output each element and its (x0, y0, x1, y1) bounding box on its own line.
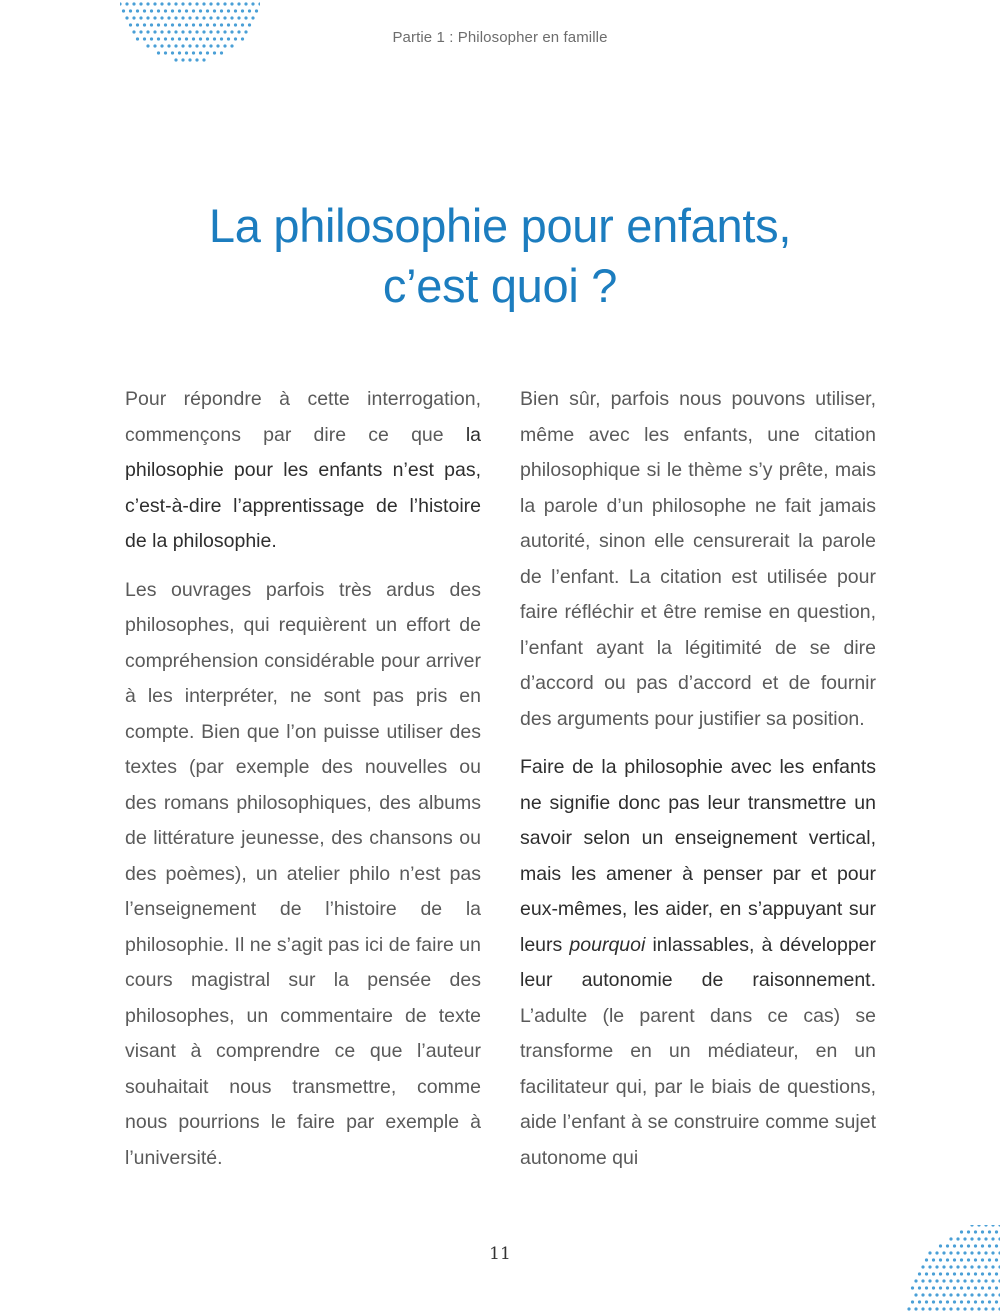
decorative-dot (241, 9, 244, 12)
decorative-dot (988, 1300, 991, 1303)
decorative-dot (977, 1293, 980, 1296)
decorative-dot (946, 1244, 949, 1247)
decorative-dot (974, 1230, 977, 1233)
decorative-dot (925, 1258, 928, 1261)
decorative-dot (956, 1279, 959, 1282)
decorative-dot (967, 1244, 970, 1247)
decorative-dot (949, 1237, 952, 1240)
decorative-dot (925, 1300, 928, 1303)
decorative-dot (918, 1272, 921, 1275)
decorative-dot-pattern-bottom (895, 1225, 1000, 1312)
chapter-title-line-2: c’est quoi ? (382, 259, 618, 312)
decorative-dot (209, 16, 212, 19)
decorative-dot (907, 1307, 910, 1310)
decorative-dot (974, 1244, 977, 1247)
decorative-dot (995, 1244, 998, 1247)
decorative-dot (970, 1251, 973, 1254)
decorative-dot (223, 2, 226, 5)
decorative-dot (946, 1272, 949, 1275)
decorative-dot (981, 1244, 984, 1247)
decorative-dot (220, 23, 223, 26)
decorative-dot (199, 51, 202, 54)
decorative-dot (164, 51, 167, 54)
decorative-dot (237, 16, 240, 19)
decorative-dot (991, 1279, 994, 1282)
decorative-dot (223, 16, 226, 19)
decorative-dot (932, 1286, 935, 1289)
decorative-dot (195, 16, 198, 19)
decorative-dot (188, 58, 191, 61)
page-number: 11 (489, 1244, 511, 1264)
left-paragraph-1 (125, 382, 481, 560)
decorative-dot (981, 1230, 984, 1233)
decorative-dot (932, 1300, 935, 1303)
decorative-dot (967, 1286, 970, 1289)
decorative-dot (942, 1265, 945, 1268)
decorative-dot (928, 1251, 931, 1254)
decorative-dot (977, 1225, 980, 1227)
decorative-dot (921, 1293, 924, 1296)
decorative-dot (202, 2, 205, 5)
decorative-dot (199, 23, 202, 26)
decorative-dot (181, 2, 184, 5)
decorative-dot (185, 51, 188, 54)
decorative-dot (914, 1279, 917, 1282)
decorative-dot (150, 23, 153, 26)
decorative-dot (935, 1279, 938, 1282)
decorative-dot (174, 58, 177, 61)
right-paragraph-2-rest: L’adulte (le parent dans ce cas) se transforme en un médiateur, en un facilitateur qui, par le biais de questions, aide l’enfant à se construire comme sujet autonome qui (520, 1004, 876, 1169)
decorative-dot (991, 1307, 994, 1310)
right-paragraph-2-emphasis-a: Faire de la philosophie avec les enfants ne signifie donc pas leur transmettre un savoir selon un enseignement vertical, mais les amener à penser par et pour eux-mêmes, les aider, en s’appuyant sur leurs (520, 756, 876, 956)
decorative-dot (146, 2, 149, 5)
decorative-dot (946, 1286, 949, 1289)
decorative-dot (227, 9, 230, 12)
decorative-dot (174, 16, 177, 19)
decorative-dot (942, 1251, 945, 1254)
chapter-title-line-1: La philosophie pour enfants, (208, 199, 792, 252)
decorative-dot (928, 1307, 931, 1310)
left-paragraph-1-lead: Pour répondre à cette interrogation, commençons par dire ce que (125, 388, 481, 446)
decorative-dot (220, 9, 223, 12)
decorative-dot (244, 16, 247, 19)
decorative-dot (139, 2, 142, 5)
decorative-dot (171, 23, 174, 26)
decorative-dot (974, 1286, 977, 1289)
decorative-dot (988, 1272, 991, 1275)
decorative-dot (960, 1272, 963, 1275)
decorative-dot (178, 23, 181, 26)
decorative-dot (963, 1293, 966, 1296)
decorative-dot (925, 1272, 928, 1275)
decorative-dot (918, 1300, 921, 1303)
decorative-dot (970, 1265, 973, 1268)
decorative-dot (146, 16, 149, 19)
decorative-dot (192, 23, 195, 26)
decorative-dot (202, 58, 205, 61)
decorative-dot (991, 1293, 994, 1296)
decorative-dot (995, 1258, 998, 1261)
decorative-dot (188, 16, 191, 19)
decorative-dot (216, 2, 219, 5)
decorative-dot (939, 1286, 942, 1289)
decorative-dot (918, 1286, 921, 1289)
decorative-dot (935, 1251, 938, 1254)
decorative-dot (960, 1244, 963, 1247)
right-paragraph-2-emphasis-b: inlassables, à développer leur autonomie de raisonnement. (520, 933, 876, 991)
decorative-dot (928, 1293, 931, 1296)
decorative-dot (216, 16, 219, 19)
decorative-dot (248, 23, 251, 26)
decorative-dot (977, 1265, 980, 1268)
right-paragraph-2 (520, 750, 876, 1176)
decorative-dot (139, 16, 142, 19)
decorative-dot (185, 23, 188, 26)
decorative-dot (171, 9, 174, 12)
decorative-dot (977, 1237, 980, 1240)
decorative-dot (244, 2, 247, 5)
decorative-dot (946, 1258, 949, 1261)
decorative-dot (967, 1300, 970, 1303)
decorative-dot (199, 9, 202, 12)
decorative-dot (970, 1279, 973, 1282)
decorative-dot (192, 9, 195, 12)
decorative-dot (136, 9, 139, 12)
decorative-dot (984, 1251, 987, 1254)
decorative-dot (230, 16, 233, 19)
decorative-dot (206, 51, 209, 54)
decorative-dot (258, 2, 260, 5)
decorative-dot (935, 1307, 938, 1310)
decorative-dot (251, 2, 254, 5)
decorative-dot (164, 9, 167, 12)
decorative-dot (122, 9, 125, 12)
decorative-dot (125, 2, 128, 5)
decorative-dot (981, 1300, 984, 1303)
decorative-dot (988, 1258, 991, 1261)
decorative-dot (120, 2, 122, 5)
decorative-dot (932, 1258, 935, 1261)
decorative-dot (178, 9, 181, 12)
decorative-dot (991, 1237, 994, 1240)
decorative-dot (953, 1272, 956, 1275)
decorative-dot (956, 1307, 959, 1310)
decorative-dot (213, 51, 216, 54)
decorative-dot (213, 9, 216, 12)
decorative-dot (206, 23, 209, 26)
decorative-dot (241, 23, 244, 26)
decorative-dot (227, 23, 230, 26)
decorative-dot (956, 1265, 959, 1268)
decorative-dot (136, 23, 139, 26)
decorative-dot (935, 1293, 938, 1296)
decorative-dot (974, 1300, 977, 1303)
decorative-dot (970, 1293, 973, 1296)
decorative-dot (234, 9, 237, 12)
decorative-dot (967, 1230, 970, 1233)
decorative-dot (202, 16, 205, 19)
decorative-dot (963, 1265, 966, 1268)
decorative-dot (248, 9, 251, 12)
decorative-dot (960, 1286, 963, 1289)
decorative-dot (988, 1230, 991, 1233)
decorative-dot (981, 1272, 984, 1275)
decorative-dot (991, 1251, 994, 1254)
decorative-dot (995, 1230, 998, 1233)
decorative-dot (942, 1293, 945, 1296)
decorative-dot (171, 51, 174, 54)
decorative-dot (188, 2, 191, 5)
decorative-dot (157, 9, 160, 12)
decorative-dot (192, 51, 195, 54)
decorative-dot (991, 1265, 994, 1268)
decorative-dot (153, 2, 156, 5)
decorative-dot (974, 1272, 977, 1275)
decorative-dot (181, 16, 184, 19)
decorative-dot (237, 2, 240, 5)
decorative-dot (143, 9, 146, 12)
decorative-dot (970, 1307, 973, 1310)
decorative-dot (960, 1300, 963, 1303)
decorative-dot (150, 9, 153, 12)
decorative-dot (251, 16, 254, 19)
decorative-dot (174, 2, 177, 5)
decorative-dot (167, 2, 170, 5)
decorative-dot (953, 1286, 956, 1289)
decorative-dot (911, 1286, 914, 1289)
decorative-dot (939, 1272, 942, 1275)
decorative-dot (977, 1279, 980, 1282)
decorative-dot (230, 2, 233, 5)
decorative-dot (984, 1225, 987, 1227)
decorative-dot (960, 1258, 963, 1261)
decorative-dot (125, 16, 128, 19)
decorative-dot (995, 1286, 998, 1289)
decorative-dot (928, 1279, 931, 1282)
decorative-dot (984, 1279, 987, 1282)
right-paragraph-2-italic: pourquoi (569, 933, 646, 956)
decorative-dot (939, 1300, 942, 1303)
decorative-dot (956, 1237, 959, 1240)
decorative-dot (195, 2, 198, 5)
decorative-dot (956, 1293, 959, 1296)
decorative-dot (181, 58, 184, 61)
decorative-dot (977, 1251, 980, 1254)
decorative-dot (932, 1272, 935, 1275)
decorative-dot (921, 1265, 924, 1268)
decorative-dot (953, 1300, 956, 1303)
decorative-dot (988, 1286, 991, 1289)
decorative-dot (164, 23, 167, 26)
decorative-dot (984, 1265, 987, 1268)
decorative-dot (129, 23, 132, 26)
decorative-dot (213, 23, 216, 26)
decorative-dot (953, 1258, 956, 1261)
decorative-dot (960, 1230, 963, 1233)
decorative-dot (925, 1286, 928, 1289)
decorative-dot (991, 1225, 994, 1227)
decorative-dot (132, 2, 135, 5)
decorative-dot (949, 1279, 952, 1282)
decorative-dot (970, 1237, 973, 1240)
decorative-dot (984, 1237, 987, 1240)
decorative-dot (234, 23, 237, 26)
decorative-dot (995, 1300, 998, 1303)
decorative-dot (942, 1279, 945, 1282)
decorative-dot (967, 1272, 970, 1275)
chapter-title (0, 196, 1000, 316)
decorative-dot (167, 16, 170, 19)
decorative-dot (157, 51, 160, 54)
decorative-dot (185, 9, 188, 12)
decorative-dot (967, 1258, 970, 1261)
decorative-dot (129, 9, 132, 12)
decorative-dot (160, 16, 163, 19)
decorative-dot (911, 1300, 914, 1303)
decorative-dot (195, 58, 198, 61)
decorative-dot (984, 1293, 987, 1296)
left-paragraph-2: Les ouvrages parfois très ardus des philosophes, qui requièrent un effort de compréhension considérable pour arriver à les interpréter, ne sont pas pris en compte. Bien que l’on puisse utiliser des textes (par exemple des nouvelles ou des romans philosophiques, des albums de littérature jeunesse, des chansons ou des poèmes), un atelier philo n’est pas l’enseignement de l’histoire de la philosophie. Il ne s’agit pas ici de faire un cours magistral sur la pensée des philosophes, un commentaire de texte visant à comprendre ce que l’auteur souhaitait nous transmettre, comme nous pourrions le faire par exemple à l’université. (125, 578, 481, 1169)
decorative-dot (209, 2, 212, 5)
decorative-dot (946, 1300, 949, 1303)
decorative-dot (157, 23, 160, 26)
decorative-dot (953, 1244, 956, 1247)
decorative-dot (921, 1279, 924, 1282)
decorative-dot (153, 16, 156, 19)
decorative-dot (942, 1307, 945, 1310)
decorative-dot (970, 1225, 973, 1227)
decorative-dot (160, 2, 163, 5)
decorative-dot (949, 1251, 952, 1254)
decorative-dot (963, 1307, 966, 1310)
decorative-dot (132, 16, 135, 19)
decorative-dot (949, 1307, 952, 1310)
decorative-dot (914, 1293, 917, 1296)
right-paragraph-1: Bien sûr, parfois nous pouvons utiliser, même avec les enfants, une citation philosophique si le thème s’y prête, mais la parole d’un philosophe ne fait jamais autorité, sinon elle censurerait la parole de l’enfant. La citation est utilisée pour faire réfléchir et être remise en question, l’enfant ayant la légitimité de se dire d’accord ou pas d’accord et de fournir des arguments pour justifier sa position. (520, 388, 876, 730)
decorative-dot (984, 1307, 987, 1310)
decorative-dot (949, 1293, 952, 1296)
decorative-dot (981, 1286, 984, 1289)
decorative-dot (220, 51, 223, 54)
decorative-dot (255, 9, 258, 12)
decorative-dot (963, 1279, 966, 1282)
left-paragraph-1-emphasis: la philosophie pour les enfants n’est pas, c’est-à-dire l’apprentissage de l’histoire de la philosophie. (125, 423, 481, 552)
decorative-dot (939, 1258, 942, 1261)
decorative-dot (206, 9, 209, 12)
decorative-dot (178, 51, 181, 54)
decorative-dot (949, 1265, 952, 1268)
decorative-dot (143, 23, 146, 26)
right-column (520, 382, 876, 1189)
decorative-dot (939, 1244, 942, 1247)
decorative-dot (914, 1307, 917, 1310)
decorative-dot (921, 1307, 924, 1310)
decorative-dot (935, 1265, 938, 1268)
decorative-dot (963, 1237, 966, 1240)
decorative-dot (963, 1251, 966, 1254)
left-column (125, 382, 481, 1189)
decorative-dot (988, 1244, 991, 1247)
decorative-dot (928, 1265, 931, 1268)
decorative-dot (981, 1258, 984, 1261)
running-header: Partie 1 : Philosopher en famille (392, 29, 608, 46)
decorative-dot (977, 1307, 980, 1310)
decorative-dot (956, 1251, 959, 1254)
decorative-dot (995, 1272, 998, 1275)
decorative-dot (974, 1258, 977, 1261)
